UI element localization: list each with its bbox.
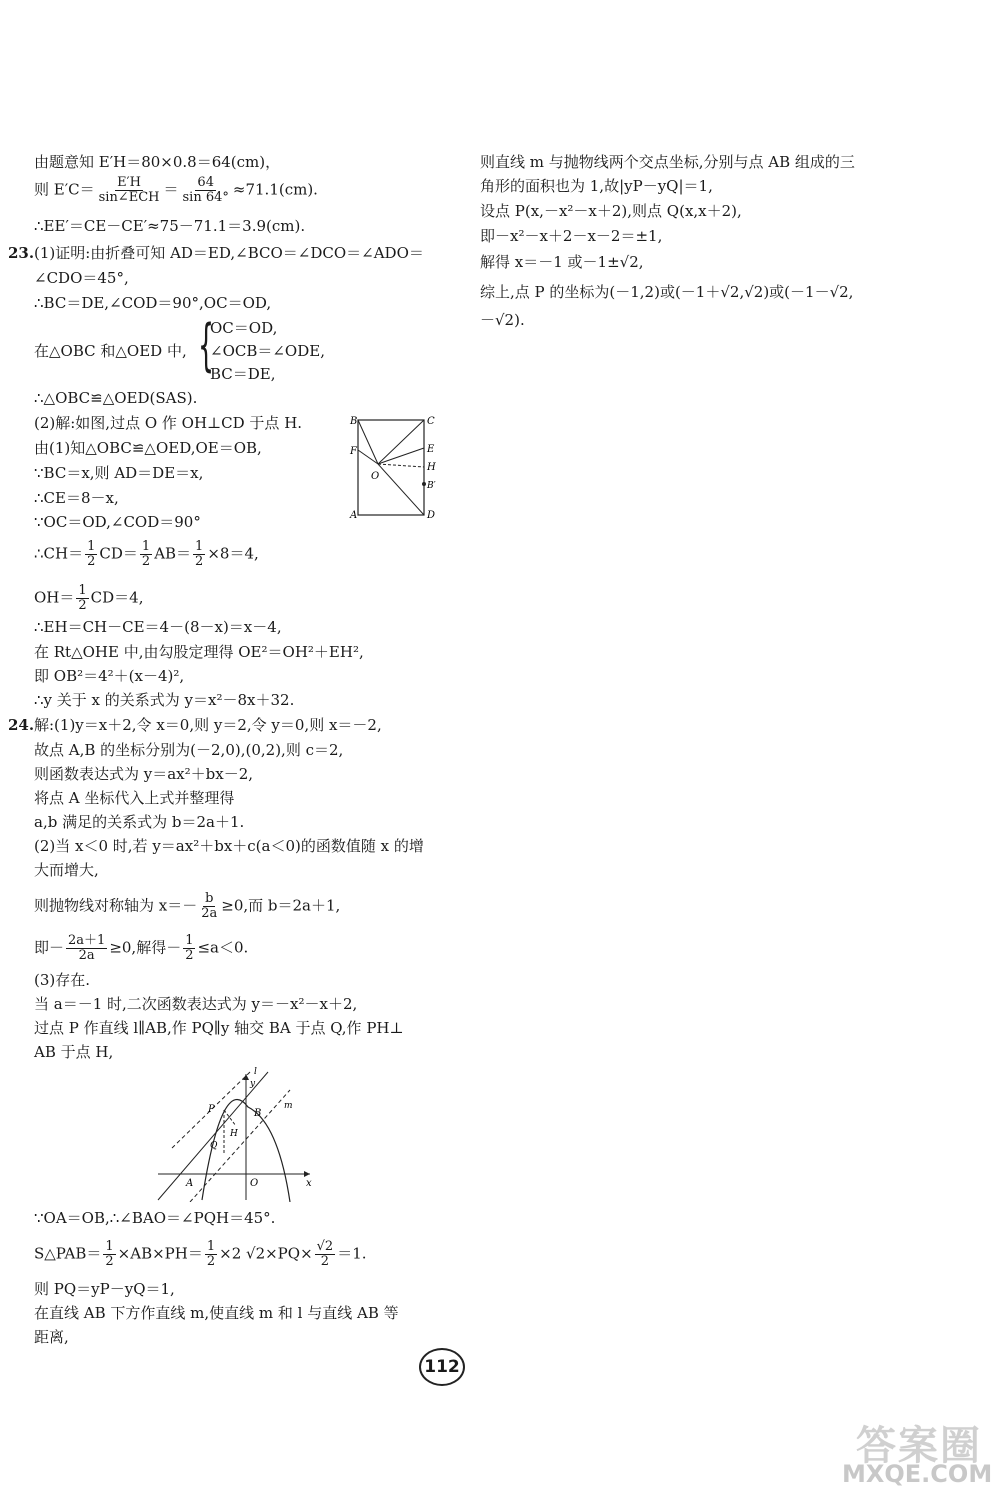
numerator: 1	[141, 539, 151, 554]
numerator: 64	[197, 175, 214, 190]
text-segment: AB＝	[154, 544, 192, 563]
watermark-logo: 答案圈	[856, 1423, 982, 1469]
text-line: (2)当 x＜0 时,若 y＝ax²＋bx＋c(a＜0)的函数值随 x 的增	[34, 837, 424, 855]
parabola-figure	[150, 1062, 320, 1202]
numerator: 1	[78, 583, 87, 598]
brace-symbol: {	[198, 313, 215, 378]
text-line: 由题意知 E′H＝80×0.8＝64(cm)，	[34, 153, 281, 171]
numerator: √2	[316, 1239, 334, 1254]
text-line: 大而增大,	[34, 861, 99, 879]
text-segment: ≥0,解得－	[109, 938, 182, 957]
text-line: ∵OC＝OD,∠COD＝90°	[34, 513, 201, 531]
text-line: 解:(1)y＝x＋2,令 x＝0,则 y＝2,令 y＝0,则 x＝－2,	[34, 716, 382, 734]
fraction	[140, 540, 152, 569]
text-line: 在直线 AB 下方作直线 m,使直线 m 和 l 与直线 AB 等	[34, 1304, 399, 1322]
text-line: 将点 A 坐标代入上式并整理得	[34, 789, 235, 807]
text-line: ∴EH＝CH－CE＝4－(8－x)＝x－4,	[34, 618, 282, 636]
label-b-prime: B′	[427, 481, 436, 491]
text-line: 角形的面积也为 1,故|yP－yQ|＝1,	[480, 177, 713, 195]
text-line: 解得 x＝－1 或－1±√2,	[480, 253, 644, 271]
numerator: 2a＋1	[68, 933, 106, 948]
label-o: O	[371, 471, 380, 482]
fraction	[183, 934, 195, 963]
text-segment: OH＝	[34, 588, 75, 607]
numerator: 1	[185, 933, 194, 948]
text-segment: ×2 √2×PQ×	[219, 1244, 313, 1263]
fraction	[193, 540, 205, 569]
text-segment: ＝1.	[337, 1244, 367, 1263]
question-number: 23.	[8, 244, 35, 262]
text-line: (2)解:如图,过点 O 作 OH⊥CD 于点 H.	[34, 414, 303, 432]
denominator: 2	[185, 948, 194, 963]
page-number: 112	[419, 1348, 465, 1386]
system-line: ∠OCB＝∠ODE,	[210, 342, 325, 360]
denominator: 2	[320, 1254, 330, 1269]
label-a: A	[186, 1178, 194, 1189]
text-line: 故点 A,B 的坐标分别为(－2,0),(0,2),则 c＝2,	[34, 741, 344, 759]
text-line: 由(1)知△OBC≌△OED,OE＝OB,	[34, 439, 262, 457]
label-c: C	[427, 416, 435, 427]
denominator: 2	[206, 1254, 216, 1269]
fraction	[97, 176, 162, 205]
text-line: ∵BC＝x,则 AD＝DE＝x,	[34, 464, 204, 482]
fraction	[85, 540, 97, 569]
denominator: 2	[78, 598, 87, 613]
text-line: (3)存在.	[34, 971, 91, 989]
text-line: 即－x²－x＋2－x－2＝±1,	[480, 227, 663, 245]
fraction	[103, 1240, 115, 1269]
system-line: BC＝DE,	[210, 365, 276, 383]
text-line: 在 Rt△OHE 中,由勾股定理得 OE²＝OH²＋EH²,	[34, 643, 364, 661]
text-line: 设点 P(x,－x²－x＋2),则点 Q(x,x＋2),	[480, 202, 742, 220]
text-line: 在△OBC 和△OED 中,	[34, 342, 187, 360]
numerator: E′H	[117, 175, 141, 190]
text-segment: ≥0,而 b＝2a＋1,	[221, 896, 341, 915]
text-segment: 则抛物线对称轴为 x＝－	[34, 896, 198, 915]
text-segment: ＝	[163, 180, 179, 199]
numerator: 1	[195, 539, 204, 554]
text-line-fraction	[34, 540, 259, 569]
denominator: sin∠ECH	[98, 190, 160, 205]
text-segment: S△PAB＝	[34, 1244, 102, 1263]
text-line-fraction	[34, 176, 318, 205]
text-line: ∵OA＝OB,∴∠BAO＝∠PQH＝45°.	[34, 1209, 276, 1227]
denominator: sin 64°	[182, 190, 229, 205]
label-l: l	[254, 1067, 257, 1077]
label-p: P	[208, 1104, 215, 1115]
denominator: 2	[105, 1254, 114, 1269]
denominator: 2a	[78, 948, 95, 963]
label-d: D	[427, 510, 436, 521]
fraction	[315, 1240, 336, 1269]
label-a: A	[350, 510, 358, 521]
text-line: ∴BC＝DE,∠COD＝90°,OC＝OD,	[34, 294, 272, 312]
text-line: －√2).	[480, 311, 525, 329]
label-y: y	[250, 1079, 256, 1089]
numerator: 1	[206, 1239, 216, 1254]
text-line: 当 a＝－1 时,二次函数表达式为 y＝－x²－x＋2,	[34, 995, 358, 1013]
system-line: OC＝OD,	[210, 319, 278, 337]
label-h: H	[230, 1129, 238, 1139]
text-line: 过点 P 作直线 l∥AB,作 PQ∥y 轴交 BA 于点 Q,作 PH⊥	[34, 1019, 404, 1037]
label-f: F	[350, 446, 357, 457]
denominator: 2	[87, 554, 96, 569]
label-m: m	[284, 1101, 293, 1111]
text-line-fraction	[34, 1240, 367, 1269]
denominator: 2	[195, 554, 204, 569]
text-line: 则 PQ＝yP－yQ＝1,	[34, 1280, 175, 1298]
text-line: 综上,点 P 的坐标为(－1,2)或(－1＋√2,√2)或(－1－√2,	[480, 283, 854, 301]
text-line: a,b 满足的关系式为 b＝2a＋1.	[34, 813, 245, 831]
label-e: E	[427, 444, 435, 455]
text-line: 即 OB²＝4²＋(x－4)²,	[34, 667, 185, 685]
denominator: 2	[141, 554, 151, 569]
text-line: 则函数表达式为 y＝ax²＋bx－2,	[34, 765, 254, 783]
text-line: ∴CE＝8－x,	[34, 489, 119, 507]
text-line-fraction	[34, 934, 248, 963]
text-segment: CD＝	[99, 544, 138, 563]
text-segment: 即－	[34, 938, 65, 957]
text-line: 则直线 m 与抛物线两个交点坐标,分别与点 AB 组成的三	[480, 153, 855, 171]
rectangle-fold-figure	[340, 412, 440, 522]
fraction	[76, 584, 88, 613]
text-line: ∴EE′＝CE－CE′≈75－71.1＝3.9(cm).	[34, 217, 306, 235]
numerator: 1	[105, 1239, 114, 1254]
text-line-fraction	[34, 892, 340, 921]
denominator: 2a	[201, 906, 218, 921]
label-q: Q	[210, 1141, 218, 1151]
text-segment: ×8＝4,	[207, 544, 259, 563]
text-line-fraction	[34, 584, 144, 613]
label-b: B	[254, 1108, 262, 1119]
text-line: 距离,	[34, 1328, 69, 1346]
text-line: (1)证明:由折叠可知 AD＝ED,∠BCO＝∠DCO＝∠ADO＝	[34, 244, 424, 262]
label-x: x	[306, 1178, 312, 1189]
text-segment: ≈71.1(cm).	[232, 180, 318, 199]
text-segment: 则 E′C＝	[34, 180, 95, 199]
fraction	[205, 1240, 217, 1269]
question-number: 24.	[8, 716, 35, 734]
watermark-url: MXQE.COM	[842, 1460, 993, 1488]
text-segment: ×AB×PH＝	[117, 1244, 203, 1263]
text-line: ∠CDO＝45°,	[34, 269, 129, 287]
text-line: AB 于点 H,	[34, 1043, 114, 1061]
numerator: b	[205, 891, 214, 906]
text-segment: ∴CH＝	[34, 544, 84, 563]
text-line: ∴y 关于 x 的关系式为 y＝x²－8x＋32.	[34, 691, 295, 709]
text-segment: ≤a＜0.	[197, 938, 249, 957]
fraction	[66, 934, 107, 963]
numerator: 1	[87, 539, 96, 554]
text-line: ∴△OBC≌△OED(SAS).	[34, 389, 198, 407]
fraction	[199, 892, 219, 921]
label-b: B	[350, 416, 358, 427]
fraction	[181, 176, 231, 205]
text-segment: CD＝4,	[90, 588, 144, 607]
label-h: H	[427, 462, 436, 473]
label-o: O	[250, 1178, 259, 1189]
